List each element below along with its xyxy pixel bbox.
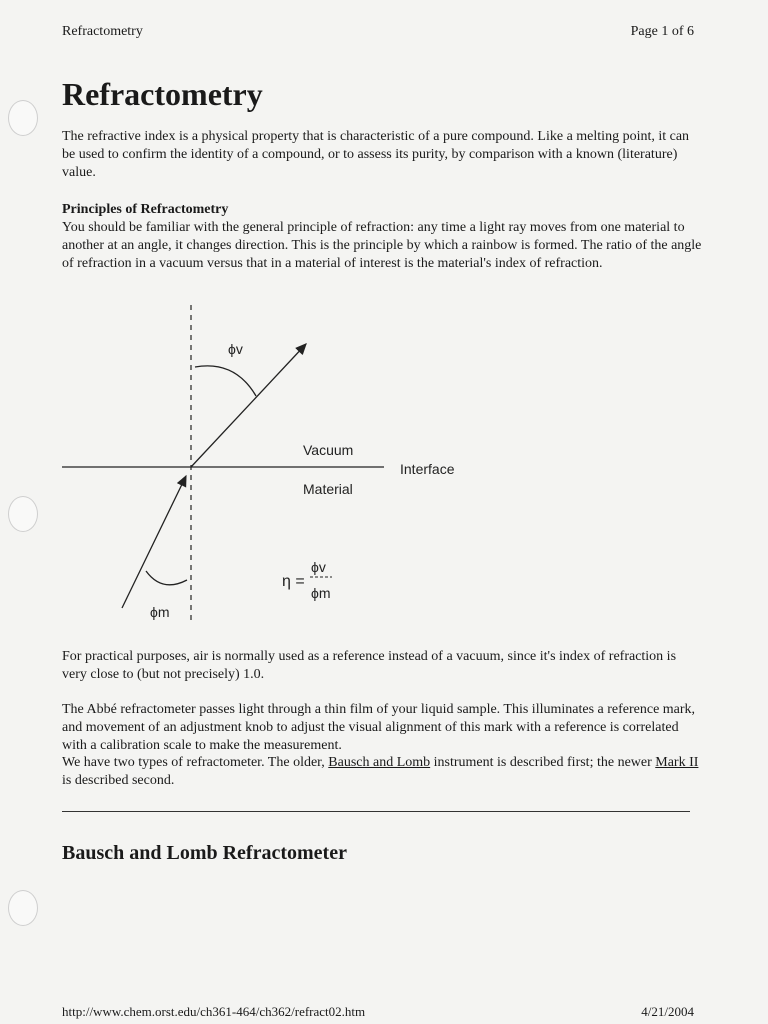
types-paragraph (62, 754, 702, 790)
intro-paragraph: The refractive index is a physical property that is characteristic of a pure compound. Like a melting point, it can be used to confirm the identity of a compound, or to assess its purity, by comparison with a known (literature) value. (62, 129, 690, 180)
section-heading: Bausch and Lomb Refractometer (62, 842, 347, 864)
abbe-paragraph: The Abbé refractometer passes light through a thin film of your liquid sample. This illuminates a reference mark, and movement of an adjustment knob to adjust the visual alignment of this mark with a reference is correlated with a calibration scale to make the measurement. (62, 702, 696, 753)
types-text-middle: instrument is described first; the newer (430, 755, 656, 770)
footer-url: http://www.chem.orst.edu/ch361-464/ch362/refract02.htm (62, 1004, 366, 1019)
practical-paragraph: For practical purposes, air is normally used as a reference instead of a vacuum, since it's index of refraction is very close to (but not precisely) 1.0. (62, 649, 677, 682)
fraction-numerator: ϕv (311, 559, 326, 575)
incident-ray (122, 476, 186, 608)
fraction-denominator: ϕm (311, 585, 331, 601)
punch-hole (8, 890, 38, 926)
types-text-before: We have two types of refractometer. The older, (62, 755, 329, 770)
principles-section (62, 201, 702, 273)
refracted-ray (191, 344, 306, 467)
phi-m-label: ϕm (150, 604, 170, 620)
angle-arc-vacuum (195, 366, 256, 396)
mark-ii-link[interactable]: Mark II (655, 755, 699, 770)
phi-v-label: ϕv (228, 341, 243, 357)
page-title: Refractometry (62, 76, 263, 112)
interface-label: Interface (400, 461, 455, 477)
vacuum-label: Vacuum (303, 442, 354, 458)
refraction-diagram (0, 300, 768, 640)
page-number: Page 1 of 6 (630, 24, 694, 39)
eta-label: η = (282, 573, 305, 590)
material-label: Material (303, 481, 353, 497)
footer-date: 4/21/2004 (641, 1004, 694, 1019)
types-text-after: is described second. (62, 773, 175, 788)
angle-arc-material (146, 571, 187, 585)
punch-hole (8, 100, 38, 136)
principles-paragraph: You should be familiar with the general principle of refraction: any time a light ray moves from one material to another at an angle, it changes direction. This is the principle by which a rainbow is formed. The ratio of the angle of refraction in a vacuum versus that in a material of interest is the material's index of refraction. (62, 220, 702, 271)
header-title: Refractometry (62, 24, 143, 39)
horizontal-divider (62, 811, 690, 812)
principles-heading: Principles of Refractometry (62, 202, 229, 217)
bausch-lomb-link[interactable]: Bausch and Lomb (328, 755, 431, 770)
